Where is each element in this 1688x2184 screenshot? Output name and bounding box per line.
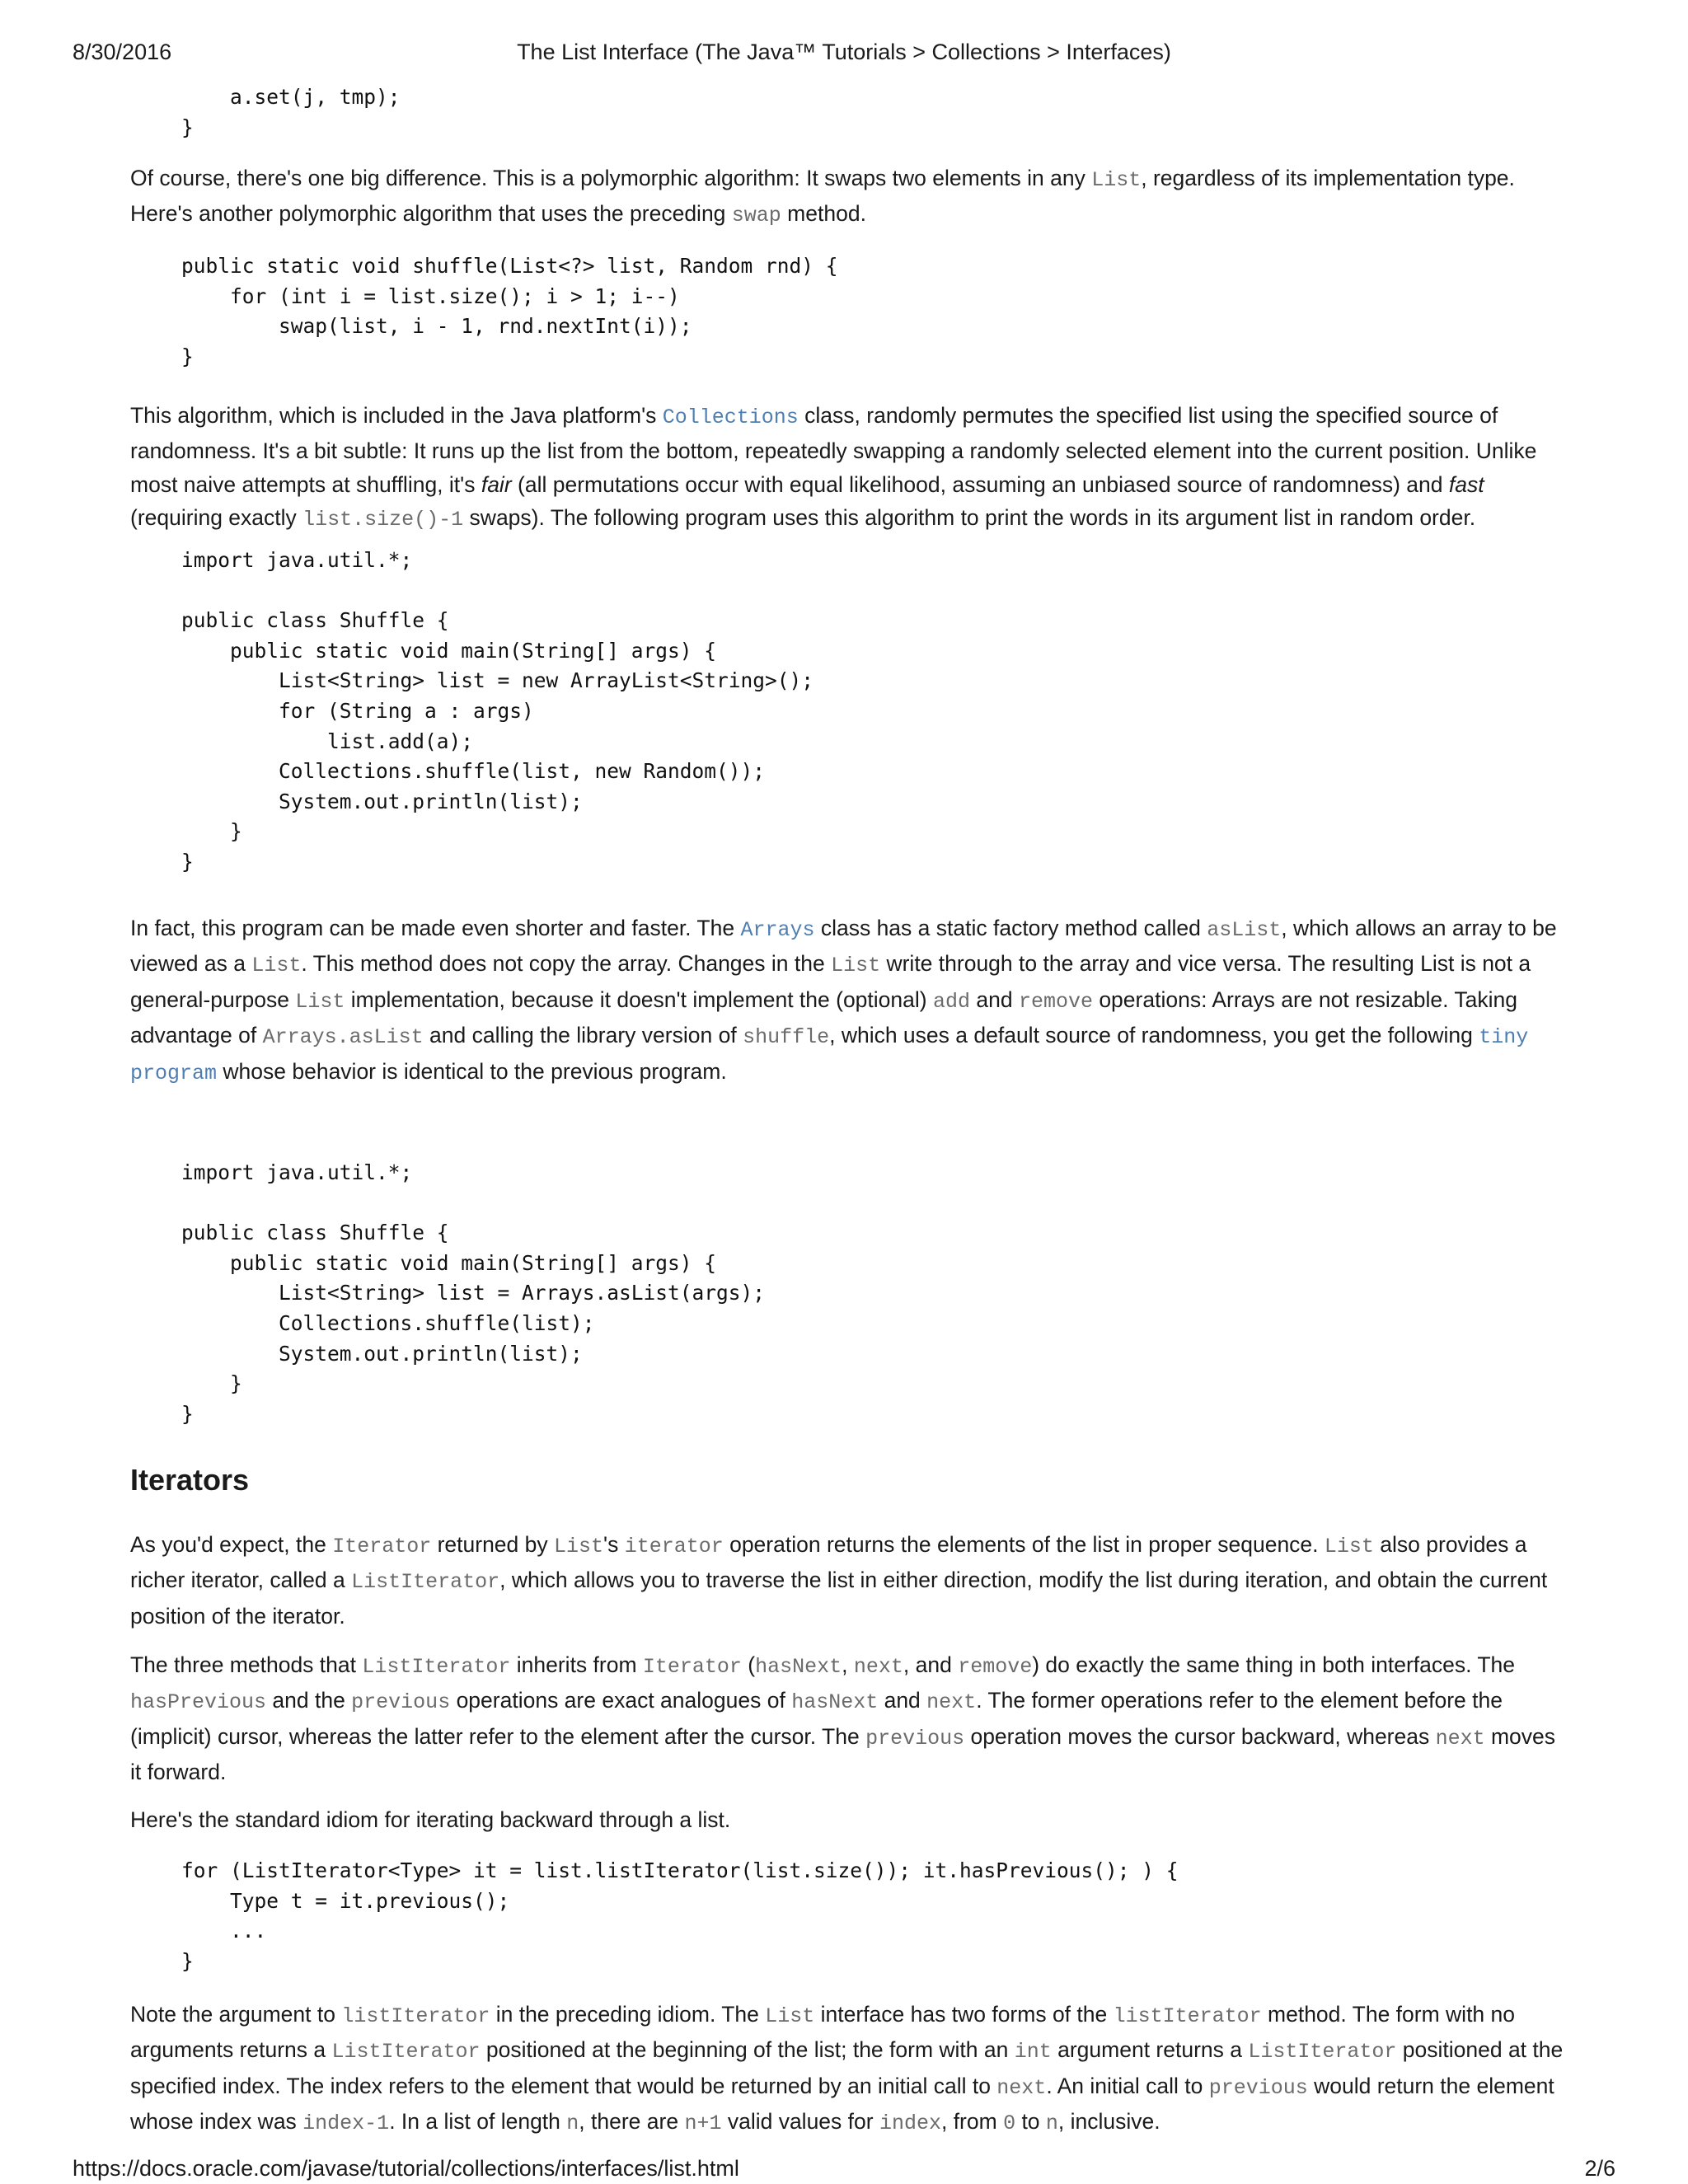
code-inline: add xyxy=(932,989,970,1014)
text: and xyxy=(878,1688,927,1713)
code-inline: Iterator xyxy=(332,1535,432,1558)
paragraph-listiterator-methods xyxy=(130,1648,1564,1789)
text: interface has two forms of the xyxy=(814,2002,1114,2027)
paragraph-shuffle-algorithm xyxy=(130,399,1564,537)
text: swaps). The following program uses this algorithm to print the words in its argument list in random order. xyxy=(463,505,1476,531)
text: 's xyxy=(603,1532,625,1557)
text: , from xyxy=(940,2109,1004,2135)
code-inline: list.size()-1 xyxy=(302,508,464,532)
text: class has a static factory method called xyxy=(814,916,1207,940)
code-inline: iterator xyxy=(624,1535,724,1558)
text: (requiring exactly xyxy=(130,505,303,531)
text: operation moves the cursor backward, whereas xyxy=(964,1723,1436,1749)
section-heading-iterators: Iterators xyxy=(130,1463,250,1497)
code-inline: List xyxy=(554,1535,604,1558)
code-inline: next xyxy=(1435,1726,1485,1750)
code-inline: hasNext xyxy=(791,1690,879,1715)
paragraph-iteration-idiom: Here's the standard idiom for iterating backward through a list. xyxy=(130,1807,731,1832)
paragraph-polymorphic xyxy=(130,162,1564,233)
code-inline: List xyxy=(1324,1535,1374,1558)
text: . This method does not copy the array. Changes in the xyxy=(301,951,832,977)
text: method. The form with no arguments returns a xyxy=(130,2002,1516,2063)
text: operations: Arrays are not resizable. Taking advantage of xyxy=(130,987,1518,1048)
paragraph-iterator-intro xyxy=(130,1528,1564,1633)
code-inline: n xyxy=(566,2111,579,2136)
text: , xyxy=(842,1652,854,1677)
page-header xyxy=(73,40,1615,73)
arrays-link[interactable]: Arrays xyxy=(740,918,815,942)
text: class, randomly permutes the specified list using the specified source of randomness. It's a bit subtle: It runs up the list from the bottom, repeatedly swapping a randomly selected element into the current position. Unlike most naive attempts at shuffling, it's xyxy=(130,403,1537,497)
code-inline: index-1 xyxy=(302,2111,390,2136)
text: , inclusive. xyxy=(1057,2109,1160,2135)
text: operations are exact analogues of xyxy=(450,1688,792,1713)
text: would return the element whose index was xyxy=(130,2073,1554,2135)
text: , which uses a default source of randomness, you get the following xyxy=(829,1023,1479,1048)
code-inline: asList xyxy=(1207,918,1282,942)
code-inline: ListIterator xyxy=(362,1655,511,1679)
text: valid values for xyxy=(721,2109,879,2135)
emphasis: fair xyxy=(481,471,512,497)
text: moves it forward. xyxy=(130,1723,1556,1785)
code-block-shuffle-method: public static void shuffle(List<?> list, Random rnd) { for (int i = list.size(); i > 1; i--) swap(list, i - 1, rnd.nextInt(i)); } xyxy=(181,254,838,368)
text: (all permutations occur with equal likelihood, assuming an unbiased source of randomness) and xyxy=(511,471,1449,497)
code-inline: hasPrevious xyxy=(130,1690,267,1715)
code-inline: index xyxy=(879,2111,941,2136)
text: implementation, because it doesn't implement the (optional) xyxy=(345,987,933,1012)
text: . The former operations refer to the element before the (implicit) cursor, whereas the latter refer to the element after the cursor. The xyxy=(130,1688,1503,1749)
code-inline: next xyxy=(853,1655,903,1679)
code-inline: ListIterator xyxy=(331,2040,481,2064)
text: method. xyxy=(781,201,866,227)
code-inline: List xyxy=(831,954,881,978)
code-block-shuffle-program-2: import java.util.*; public class Shuffle { public static void main(String[] args) { List<String> list = Arrays.asList(args); Collections.shuffle(list); System.out.println(list); } } xyxy=(181,1160,766,1426)
code-block-backward-iteration: for (ListIterator<Type> it = list.listIterator(list.size()); it.hasPrevious(); ) { Type t = it.previous(); ... } xyxy=(181,1858,1179,1973)
text: , which allows an array to be viewed as a xyxy=(130,916,1557,977)
code-block-swap-end: a.set(j, tmp); } xyxy=(181,85,401,139)
emphasis: fast xyxy=(1448,471,1484,497)
code-inline: n xyxy=(1045,2111,1058,2136)
code-inline: listIterator xyxy=(1113,2004,1262,2028)
text: and calling the library version of xyxy=(423,1023,743,1048)
code-inline: shuffle xyxy=(743,1025,830,1050)
print-date: 8/30/2016 xyxy=(73,40,172,64)
page-title: The List Interface (The Java™ Tutorials > Collections > Interfaces) xyxy=(517,40,1171,64)
tiny-program-link-continued[interactable]: program xyxy=(130,1061,218,1085)
text: and the xyxy=(266,1688,352,1713)
code-inline: 0 xyxy=(1003,2111,1016,2136)
text: to xyxy=(1015,2109,1046,2135)
code-inline: n+1 xyxy=(684,2111,722,2136)
text: ( xyxy=(741,1652,756,1677)
collections-link[interactable]: Collections xyxy=(662,405,799,429)
paragraph-listiterator-argument xyxy=(130,1998,1564,2141)
code-inline: remove xyxy=(1018,989,1093,1014)
text: Note the argument to xyxy=(130,2002,342,2027)
code-inline: next xyxy=(996,2075,1047,2100)
text: , regardless of its implementation type. Here's another polymorphic algorithm that uses the preceding xyxy=(130,166,1515,227)
text: also provides a richer iterator, called a xyxy=(130,1532,1527,1593)
code-inline: ListIterator xyxy=(351,1570,500,1595)
code-inline: List xyxy=(765,2004,815,2028)
code-inline: next xyxy=(926,1690,977,1715)
text: Of course, there's one big difference. This is a polymorphic algorithm: It swaps two elements in any xyxy=(130,166,1092,190)
text: In fact, this program can be made even shorter and faster. The xyxy=(130,916,741,940)
text: whose behavior is identical to the previous program. xyxy=(217,1058,727,1084)
code-inline: int xyxy=(1014,2040,1052,2064)
text: , and xyxy=(903,1652,959,1677)
code-inline: Arrays.asList xyxy=(262,1025,424,1050)
text: positioned at the beginning of the list; the form with an xyxy=(480,2037,1015,2063)
code-inline: previous xyxy=(351,1690,451,1715)
code-inline: previous xyxy=(865,1726,965,1750)
text: positioned at the specified index. The index refers to the element that would be returned by an initial call to xyxy=(130,2037,1564,2098)
text: returned by xyxy=(431,1532,554,1557)
code-inline: ListIterator xyxy=(1248,2040,1397,2064)
paragraph-arrays-aslist xyxy=(130,912,1564,1090)
page-number: 2/6 xyxy=(1584,2156,1615,2181)
code-inline: List xyxy=(251,954,302,978)
text: operation returns the elements of the list in proper sequence. xyxy=(723,1532,1325,1557)
code-inline: listIterator xyxy=(341,2004,490,2028)
code-inline: remove xyxy=(958,1655,1033,1679)
text: ) do exactly the same thing in both interfaces. The xyxy=(1032,1652,1516,1677)
text: . In a list of length xyxy=(389,2109,567,2135)
text: and xyxy=(969,987,1019,1012)
page-url: https://docs.oracle.com/javase/tutorial/collections/interfaces/list.html xyxy=(73,2156,739,2181)
text: , which allows you to traverse the list in either direction, modify the list during iteration, and obtain the current position of the iterator. xyxy=(130,1568,1548,1629)
code-inline: Iterator xyxy=(642,1655,742,1679)
code-inline: previous xyxy=(1208,2075,1308,2100)
text: , there are xyxy=(579,2109,685,2135)
text: . An initial call to xyxy=(1046,2073,1209,2098)
tiny-program-link[interactable]: tiny xyxy=(1479,1025,1529,1050)
code-inline: hasNext xyxy=(755,1655,842,1679)
text: The three methods that xyxy=(130,1652,363,1677)
text: argument returns a xyxy=(1051,2037,1249,2063)
text: As you'd expect, the xyxy=(130,1532,333,1557)
text: in the preceding idiom. The xyxy=(490,2002,766,2027)
text: write through to the array and vice versa. The resulting List is not a general-purpose xyxy=(130,951,1531,1012)
code-inline: List xyxy=(295,989,345,1014)
code-block-shuffle-program-1: import java.util.*; public class Shuffle { public static void main(String[] args) { List<String> list = new ArrayList<String>(); for (String a : args) list.add(a); Collections.shuffle(list, new Random()); System.out.println(list); } } xyxy=(181,548,814,874)
text: This algorithm, which is included in the Java platform's xyxy=(130,403,663,428)
code-inline: List xyxy=(1091,168,1142,192)
text: inherits from xyxy=(510,1652,643,1677)
code-inline: swap xyxy=(731,204,781,228)
